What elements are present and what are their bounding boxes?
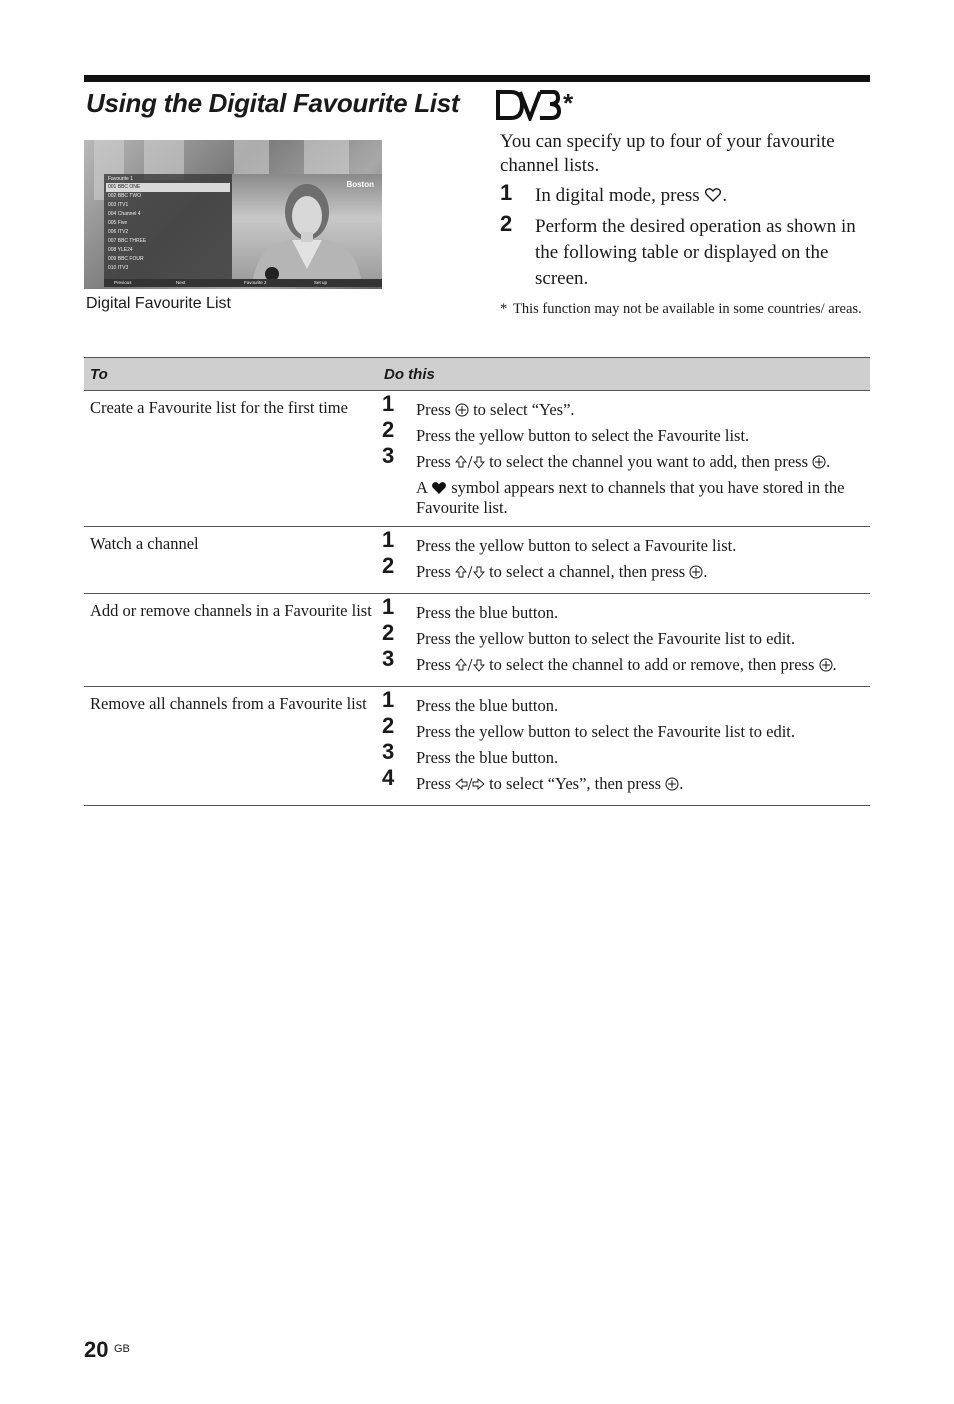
page-region-code: GB bbox=[114, 1343, 130, 1355]
heart-outline-icon bbox=[704, 187, 722, 203]
ok-icon bbox=[689, 565, 703, 579]
presenter-figure bbox=[232, 174, 382, 285]
tv-preview bbox=[232, 174, 382, 285]
step-number: 2 bbox=[500, 211, 513, 236]
channel-row: 010 ITV3 bbox=[108, 265, 129, 271]
title-asterisk: * bbox=[562, 88, 573, 118]
channel-row: 009 BBC FOUR bbox=[108, 256, 144, 262]
ok-icon bbox=[812, 455, 826, 469]
operations-table bbox=[84, 357, 870, 806]
channel-row: 001 BBC ONE bbox=[106, 183, 230, 192]
header-do-this: Do this bbox=[378, 358, 870, 391]
heart-filled-icon bbox=[431, 481, 447, 495]
to-cell: Watch a channel bbox=[84, 527, 378, 594]
do-cell: 1 Press the blue button. 2 Press the yellow button to select the Favourite list to edit. 3 Press the blue button. 4 Press to select “Yes”, then press . bbox=[378, 687, 870, 806]
to-cell: Add or remove channels in a Favourite list bbox=[84, 594, 378, 687]
step-text: Perform the desired operation as shown in the following table or displayed on the screen. bbox=[535, 216, 856, 289]
channel-row: 007 BBC THREE bbox=[108, 238, 147, 244]
table-row bbox=[84, 687, 870, 806]
footer-favourite: Favourite 2 bbox=[244, 280, 267, 285]
footer-next: Next bbox=[176, 280, 186, 285]
header-to: To bbox=[84, 358, 378, 391]
channel-row: 008 YLE24 bbox=[108, 247, 133, 253]
to-cell: Create a Favourite list for the first time bbox=[84, 391, 378, 527]
channel-row: 004 Channel 4 bbox=[108, 211, 141, 217]
ok-icon bbox=[819, 658, 833, 672]
step-text: In digital mode, press . bbox=[535, 185, 728, 206]
channel-row: 005 Five bbox=[108, 220, 128, 226]
page-title: Using the Digital Favourite List bbox=[86, 88, 460, 118]
dvb-logo-icon bbox=[495, 89, 561, 121]
screenshot-caption: Digital Favourite List bbox=[86, 295, 231, 312]
step-number: 1 bbox=[500, 180, 513, 205]
up-down-icon bbox=[455, 565, 485, 579]
to-cell: Remove all channels from a Favourite list bbox=[84, 687, 378, 806]
ok-icon bbox=[455, 403, 469, 417]
do-cell: 1 Press to select “Yes”. 2 Press the yellow button to select the Favourite list. 3 Press to select the channel you want to add, then press . A symbol appears next to channels that you have stored in the Favourite list. bbox=[378, 391, 870, 527]
up-down-icon bbox=[455, 658, 485, 672]
favourite-list-screenshot bbox=[84, 140, 382, 289]
up-down-icon bbox=[455, 455, 485, 469]
table-row bbox=[84, 594, 870, 687]
city-label: Boston bbox=[346, 180, 374, 189]
table-row bbox=[84, 391, 870, 527]
footer-setup: Set up bbox=[314, 280, 328, 285]
channel-row: 003 ITV1 bbox=[108, 202, 129, 208]
channel-row: 006 ITV2 bbox=[108, 229, 129, 235]
intro-text: You can specify up to four of your favourite channel lists. bbox=[500, 131, 835, 176]
do-cell: 1 Press the blue button. 2 Press the yellow button to select the Favourite list to edit. 3 Press to select the channel to add or remove, then press . bbox=[378, 594, 870, 687]
do-cell: 1 Press the yellow button to select a Favourite list. 2 Press to select a channel, then press . bbox=[378, 527, 870, 594]
list-title: Favourite 1 bbox=[108, 176, 134, 182]
footer-previous: Previous bbox=[114, 280, 132, 285]
header-rule bbox=[84, 75, 870, 82]
favourite-note: A symbol appears next to channels that you have stored in the Favourite list. bbox=[416, 478, 845, 517]
channel-row: 002 BBC TWO bbox=[108, 193, 141, 199]
ok-icon bbox=[665, 777, 679, 791]
left-right-icon bbox=[455, 777, 485, 791]
table-row bbox=[84, 527, 870, 594]
page-number: 20 bbox=[84, 1337, 109, 1362]
screenshot-footer bbox=[104, 279, 382, 287]
